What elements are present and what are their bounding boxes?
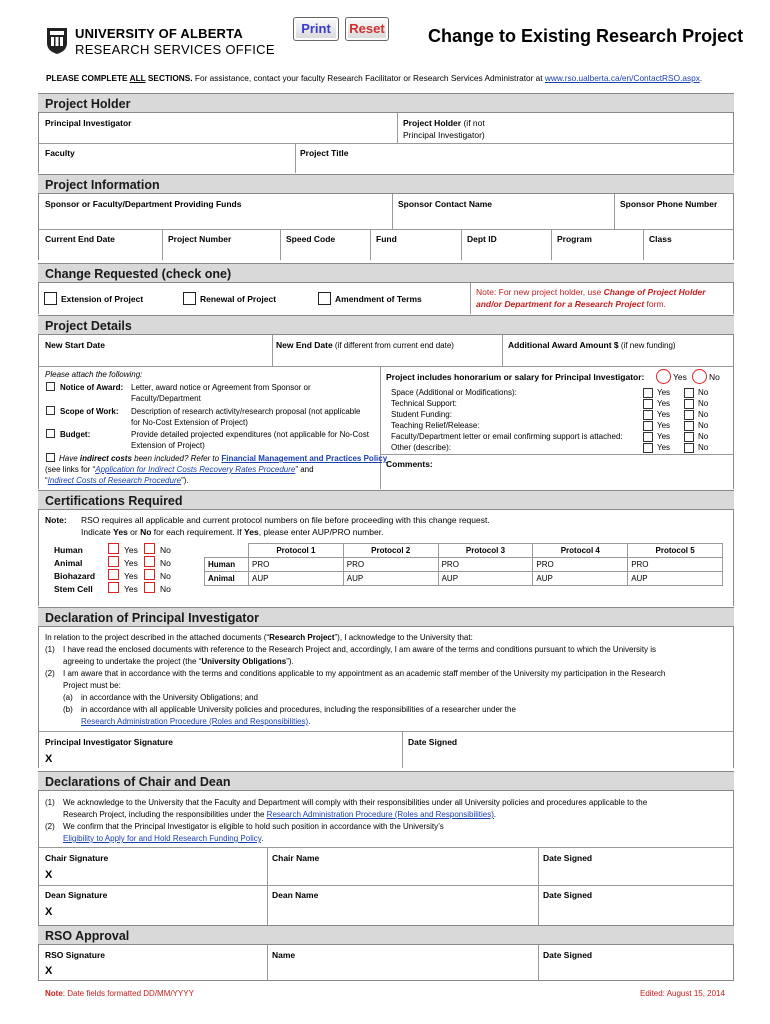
- rso-signature-field[interactable]: X: [45, 965, 53, 977]
- page-title: Change to Existing Research Project: [428, 26, 744, 46]
- project-number-field[interactable]: Project Number: [168, 234, 232, 244]
- chair-p1-line1: We acknowledge to the University that the Faculty and Department will comply with their responsibilities under all University policies and procedures applicable to the: [63, 798, 648, 807]
- dean-date-signed-field[interactable]: Date Signed: [543, 890, 593, 900]
- protocol-2-header: Protocol 2: [343, 544, 438, 558]
- protocol-4-header: Protocol 4: [533, 544, 628, 558]
- support-item-label: Faculty/Department letter or email confirming support is attached:: [391, 432, 623, 441]
- pi-p1-line2: agreeing to undertake the project (the “University Obligations”).: [63, 657, 294, 666]
- support-item-no-checkbox[interactable]: [684, 443, 694, 453]
- research-admin-procedure-link[interactable]: Research Administration Procedure (Roles and Responsibilities): [81, 717, 309, 726]
- indirect-costs-text: Have indirect costs been included? Refer to Financial Management and Practices Policy: [59, 454, 388, 463]
- animal-aup-1[interactable]: AUP: [249, 572, 344, 586]
- chair-p2-num: (2): [45, 822, 55, 831]
- amendment-checkbox[interactable]: [318, 292, 331, 305]
- section-declaration-pi: Declaration of Principal Investigator: [38, 607, 734, 627]
- pi-signature-label: Principal Investigator Signature: [45, 737, 174, 747]
- budget-desc-1: Provide detailed projected expenditures (not applicable for No-Cost: [131, 430, 369, 439]
- footer-note: Note: Date fields formatted DD/MM/YYYY: [45, 989, 194, 998]
- honorarium-no-radio[interactable]: [692, 369, 707, 384]
- honorarium-question: Project includes honorarium or salary for Principal Investigator:: [386, 372, 645, 382]
- cert-category-label: Human: [54, 545, 83, 555]
- budget-label: Budget:: [60, 430, 91, 439]
- rso-approval-frame: [38, 945, 734, 981]
- support-item-yes-label: Yes: [657, 399, 671, 408]
- cert-note-line1: RSO requires all applicable and current protocol numbers on file before proceeding with this change request.: [81, 515, 490, 525]
- pi-signature-field[interactable]: X: [45, 753, 53, 765]
- chair-date-signed-field[interactable]: Date Signed: [543, 853, 593, 863]
- sponsor-phone-field[interactable]: Sponsor Phone Number: [620, 199, 718, 209]
- scope-desc-1: Description of research activity/research proposal (not applicable: [131, 407, 361, 416]
- chair-research-admin-link[interactable]: Research Administration Procedure (Roles and Responsibilities): [266, 810, 494, 819]
- protocol-table: [204, 543, 723, 586]
- chair-name-field[interactable]: Chair Name: [272, 853, 320, 863]
- animal-aup-4[interactable]: AUP: [533, 572, 628, 586]
- scope-of-work-label: Scope of Work:: [60, 407, 119, 416]
- amendment-label: Amendment of Terms: [335, 294, 422, 304]
- support-item-no-label: No: [698, 410, 709, 419]
- chair-signature-field[interactable]: X: [45, 869, 53, 881]
- cert-note-label: Note:: [45, 515, 67, 525]
- project-holder-note: Principal Investigator): [403, 130, 485, 140]
- protocol-row-animal: Animal: [205, 572, 249, 586]
- support-item-no-label: No: [698, 432, 709, 441]
- human-pro-3[interactable]: PRO: [438, 558, 533, 572]
- animal-aup-3[interactable]: AUP: [438, 572, 533, 586]
- dept-id-field[interactable]: Dept ID: [467, 234, 497, 244]
- program-field[interactable]: Program: [557, 234, 592, 244]
- contact-rso-link[interactable]: www.rso.ualberta.ca/en/ContactRSO.aspx: [544, 73, 700, 83]
- indirect-costs-checkbox[interactable]: [46, 453, 55, 462]
- extension-label: Extension of Project: [61, 294, 144, 304]
- extension-checkbox[interactable]: [44, 292, 57, 305]
- protocol-row-human: Human: [205, 558, 249, 572]
- office-name: RESEARCH SERVICES OFFICE: [75, 42, 275, 57]
- financial-policy-link[interactable]: Financial Management and Practices Policy: [221, 454, 388, 463]
- support-item-no-checkbox[interactable]: [684, 388, 694, 398]
- dean-signature-field[interactable]: X: [45, 906, 53, 918]
- cert-no-label: No: [160, 558, 171, 568]
- new-start-date-field[interactable]: New Start Date: [45, 340, 105, 350]
- indirect-costs-link-line: “Indirect Costs of Research Procedure”).: [45, 476, 189, 485]
- support-item-no-label: No: [698, 421, 709, 430]
- chair-p1-line2: Research Project, including the responsibilities under the Research Administration Procedure (Roles and Responsibilities).: [63, 810, 497, 819]
- support-item-yes-label: Yes: [657, 421, 671, 430]
- support-item-yes-label: Yes: [657, 443, 671, 452]
- renewal-label: Renewal of Project: [200, 294, 277, 304]
- support-item-label: Space (Additional or Modifications):: [391, 388, 517, 397]
- notice-of-award-checkbox[interactable]: [46, 382, 55, 391]
- support-item-yes-checkbox[interactable]: [643, 410, 653, 420]
- honorarium-no-label: No: [709, 372, 720, 382]
- section-change-requested: Change Requested (check one): [38, 263, 734, 283]
- human-pro-1[interactable]: PRO: [249, 558, 344, 572]
- cert-no-label: No: [160, 571, 171, 581]
- cert-yes-checkbox[interactable]: [108, 582, 119, 593]
- section-declaration-chair-dean: Declarations of Chair and Dean: [38, 771, 734, 791]
- class-field[interactable]: Class: [649, 234, 672, 244]
- project-holder-field[interactable]: Project Holder (if not: [403, 118, 485, 128]
- footer-edited-date: Edited: August 15, 2014: [640, 989, 725, 998]
- speed-code-field[interactable]: Speed Code: [286, 234, 336, 244]
- cert-yes-label: Yes: [124, 571, 138, 581]
- instructions: PLEASE COMPLETE ALL SECTIONS. For assistance, contact your faculty Research Facilitator or Research Services Administrator at www.rso.ualberta.ca/en/ContactRSO.aspx.: [46, 73, 703, 83]
- section-project-holder: Project Holder: [38, 93, 734, 113]
- budget-checkbox[interactable]: [46, 429, 55, 438]
- cert-no-checkbox[interactable]: [144, 556, 155, 567]
- chair-p2-line1: We confirm that the Principal Investigator is eligible to hold such position in accordance with the University’s: [63, 822, 444, 831]
- support-item-yes-checkbox[interactable]: [643, 388, 653, 398]
- dean-signature-label: Dean Signature: [45, 890, 108, 900]
- pi-pa-num: (a): [63, 693, 73, 702]
- cert-no-label: No: [160, 545, 171, 555]
- change-note-line1: Note: For new project holder, use Change of Project Holder: [476, 287, 706, 297]
- support-item-no-checkbox[interactable]: [684, 399, 694, 409]
- cert-category-label: Stem Cell: [54, 584, 93, 594]
- support-item-no-checkbox[interactable]: [684, 421, 694, 431]
- support-item-label: Other (describe):: [391, 443, 452, 452]
- honorarium-yes-label: Yes: [673, 372, 687, 382]
- pi-p2-num: (2): [45, 669, 55, 678]
- notice-desc-1: Letter, award notice or Agreement from Sponsor or: [131, 383, 311, 392]
- sponsor-contact-field[interactable]: Sponsor Contact Name: [398, 199, 492, 209]
- additional-award-field[interactable]: Additional Award Amount $ (if new funding): [508, 340, 676, 350]
- support-item-label: Teaching Relief/Release:: [391, 421, 480, 430]
- indirect-rates-procedure-link[interactable]: Application for Indirect Costs Recovery Rates Procedure: [95, 465, 296, 474]
- pi-p2-line2: Project must be:: [63, 681, 121, 690]
- new-end-date-field[interactable]: New End Date (if different from current end date): [276, 340, 454, 350]
- cert-note-line2: Indicate Yes or No for each requirement. If Yes, please enter AUP/PRO number.: [81, 527, 384, 537]
- support-item-no-checkbox[interactable]: [684, 410, 694, 420]
- cert-yes-label: Yes: [124, 558, 138, 568]
- pi-intro: In relation to the project described in the attached documents (“Research Project”), I acknowledge to the University that:: [45, 633, 473, 642]
- university-shield-logo: [46, 27, 68, 55]
- support-item-label: Technical Support:: [391, 399, 457, 408]
- attach-intro: Please attach the following:: [45, 370, 143, 379]
- section-certifications: Certifications Required: [38, 490, 734, 510]
- support-item-yes-checkbox[interactable]: [643, 421, 653, 431]
- support-item-yes-label: Yes: [657, 432, 671, 441]
- pi-p1-line1: I have read the enclosed documents with reference to the Research Project and, accordingly, I am aware of the terms and conditions pursuant to which the University is: [63, 645, 657, 654]
- cert-yes-label: Yes: [124, 584, 138, 594]
- support-item-no-checkbox[interactable]: [684, 432, 694, 442]
- cert-yes-label: Yes: [124, 545, 138, 555]
- rso-signature-label: RSO Signature: [45, 950, 105, 960]
- pi-p2-line1: I am aware that in accordance with the terms and conditions applicable to my appointment as an academic staff member of the University my participation in the Research: [63, 669, 666, 678]
- pi-pb-text: in accordance with all applicable University policies and procedures, including the responsibilities of a researcher under the: [81, 705, 516, 714]
- cert-yes-checkbox[interactable]: [108, 556, 119, 567]
- dean-name-field[interactable]: Dean Name: [272, 890, 319, 900]
- see-links-text: (see links for “Application for Indirect Costs Recovery Rates Procedure” and: [45, 465, 314, 474]
- scope-of-work-checkbox[interactable]: [46, 406, 55, 415]
- support-item-no-label: No: [698, 443, 709, 452]
- sponsor-field[interactable]: Sponsor or Faculty/Department Providing Funds: [45, 199, 242, 209]
- eligibility-policy-link[interactable]: Eligibility to Apply for and Hold Research Funding Policy: [63, 834, 262, 843]
- support-item-no-label: No: [698, 388, 709, 397]
- indirect-costs-procedure-link[interactable]: Indirect Costs of Research Procedure: [47, 476, 182, 485]
- protocol-1-header: Protocol 1: [249, 544, 344, 558]
- support-item-yes-checkbox[interactable]: [643, 399, 653, 409]
- pi-pb-num: (b): [63, 705, 73, 714]
- pi-pa-text: in accordance with the University Obligations; and: [81, 693, 258, 702]
- human-pro-2[interactable]: PRO: [343, 558, 438, 572]
- current-end-date-field[interactable]: Current End Date: [45, 234, 115, 244]
- section-project-information: Project Information: [38, 174, 734, 194]
- animal-aup-2[interactable]: AUP: [343, 572, 438, 586]
- support-item-yes-label: Yes: [657, 410, 671, 419]
- cert-no-checkbox[interactable]: [144, 569, 155, 580]
- notice-of-award-label: Notice of Award:: [60, 383, 124, 392]
- scope-desc-2: for No-Cost Extension of Project): [131, 418, 248, 427]
- cert-category-label: Animal: [54, 558, 83, 568]
- support-item-no-label: No: [698, 399, 709, 408]
- honorarium-yes-radio[interactable]: [656, 369, 671, 384]
- pi-p1-num: (1): [45, 645, 55, 654]
- reset-button[interactable]: Reset: [345, 17, 389, 41]
- support-item-label: Student Funding:: [391, 410, 452, 419]
- cert-no-label: No: [160, 584, 171, 594]
- human-pro-4[interactable]: PRO: [533, 558, 628, 572]
- human-pro-5[interactable]: PRO: [628, 558, 723, 572]
- principal-investigator-field[interactable]: Principal Investigator: [45, 118, 132, 128]
- cert-no-checkbox[interactable]: [144, 582, 155, 593]
- support-item-yes-checkbox[interactable]: [643, 443, 653, 453]
- support-item-yes-label: Yes: [657, 388, 671, 397]
- print-button[interactable]: Print: [293, 17, 339, 41]
- renewal-checkbox[interactable]: [183, 292, 196, 305]
- change-note-line2: and/or Department for a Research Project form.: [476, 299, 666, 309]
- chair-signature-label: Chair Signature: [45, 853, 109, 863]
- section-project-details: Project Details: [38, 315, 734, 335]
- chair-p1-num: (1): [45, 798, 55, 807]
- pi-date-signed-field[interactable]: Date Signed: [408, 737, 458, 747]
- budget-desc-2: Extension of Project): [131, 441, 205, 450]
- chair-p2-line2: Eligibility to Apply for and Hold Research Funding Policy.: [63, 834, 264, 843]
- faculty-field[interactable]: Faculty: [45, 148, 75, 158]
- project-title-field[interactable]: Project Title: [300, 148, 349, 158]
- cert-category-label: Biohazard: [54, 571, 96, 581]
- support-item-yes-checkbox[interactable]: [643, 432, 653, 442]
- rso-name-field[interactable]: Name: [272, 950, 296, 960]
- cert-yes-checkbox[interactable]: [108, 543, 119, 554]
- cert-yes-checkbox[interactable]: [108, 569, 119, 580]
- fund-field[interactable]: Fund: [376, 234, 397, 244]
- animal-aup-5[interactable]: AUP: [628, 572, 723, 586]
- protocol-3-header: Protocol 3: [438, 544, 533, 558]
- notice-desc-2: Faculty/Department: [131, 394, 201, 403]
- cert-no-checkbox[interactable]: [144, 543, 155, 554]
- comments-field[interactable]: Comments:: [386, 459, 433, 469]
- section-rso-approval: RSO Approval: [38, 925, 734, 945]
- rso-date-signed-field[interactable]: Date Signed: [543, 950, 593, 960]
- university-name: UNIVERSITY OF ALBERTA: [75, 26, 243, 41]
- pi-pb-link-line: Research Administration Procedure (Roles and Responsibilities).: [81, 717, 311, 726]
- protocol-5-header: Protocol 5: [628, 544, 723, 558]
